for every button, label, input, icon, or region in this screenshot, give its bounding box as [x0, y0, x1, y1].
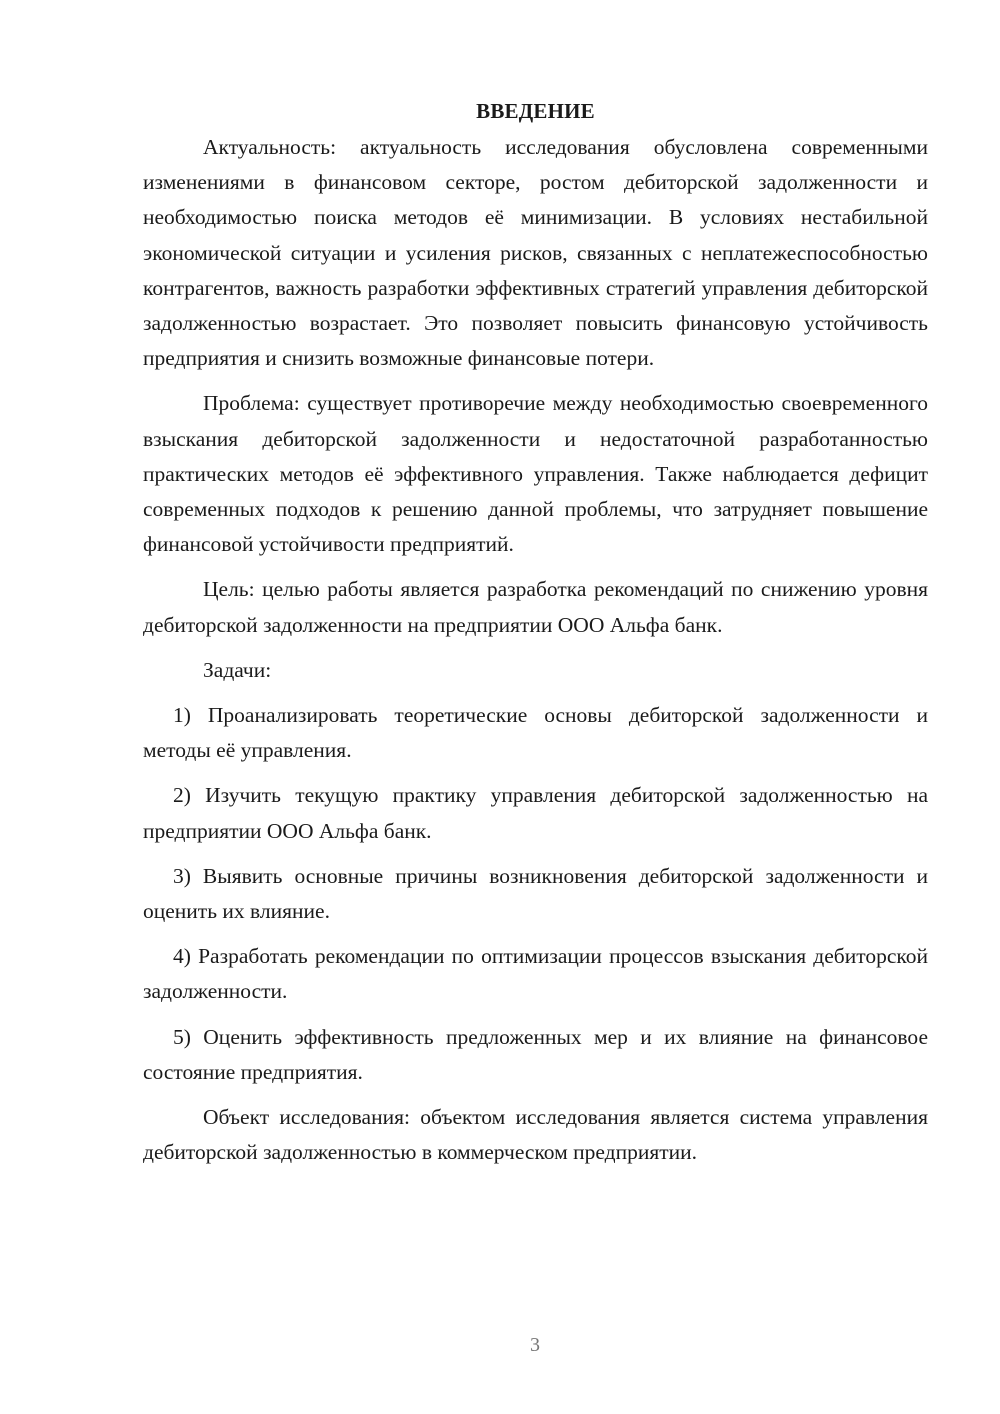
page-title: ВВЕДЕНИЕ [476, 99, 595, 123]
tasks-label: Задачи: [203, 657, 272, 682]
task-item-5: 5) Оценить эффективность предложенных мер и их влияние на финансовое состояние предприятия. [143, 1024, 928, 1084]
relevance-paragraph: Актуальность: актуальность исследования обусловлена современными изменениями в финансовом секторе, ростом дебиторской задолженности и необходимостью поиска методов её минимизации. В условиях нестабильной экономической ситуации и усиления рисков, связанных с неплатежеспособностью контрагентов, важность разработки эффективных стратегий управления дебиторской задолженностью возрастает. Это позволяет повысить финансовую устойчивость предприятия и снизить возможные финансовые потери. [143, 135, 928, 371]
page-number: 3 [530, 1334, 540, 1356]
goal-paragraph: Цель: целью работы является разработка рекомендаций по снижению уровня дебиторской задолженности на предприятии ООО Альфа банк. [143, 577, 928, 637]
task-item-4: 4) Разработать рекомендации по оптимизации процессов взыскания дебиторской задолженности. [143, 944, 928, 1004]
task-item-3: 3) Выявить основные причины возникновения дебиторской задолженности и оценить их влияние. [143, 863, 928, 924]
task-item-2: 2) Изучить текущую практику управления дебиторской задолженностью на предприятии ООО Альфа банк. [143, 783, 928, 843]
task-item-1: 1) Проанализировать теоретические основы дебиторской задолженности и методы её управления. [143, 703, 928, 763]
page-content [143, 96, 928, 1170]
object-paragraph: Объект исследования: объектом исследования является система управления дебиторской задолженностью в коммерческом предприятии. [143, 1105, 928, 1165]
problem-paragraph: Проблема: существует противоречие между необходимостью своевременного взыскания дебиторской задолженности и недостаточной разработанностью практических методов её эффективного управления. Также наблюдается дефицит современных подходов к решению данной проблемы, что затрудняет повышение финансовой устойчивости предприятий. [143, 391, 928, 557]
